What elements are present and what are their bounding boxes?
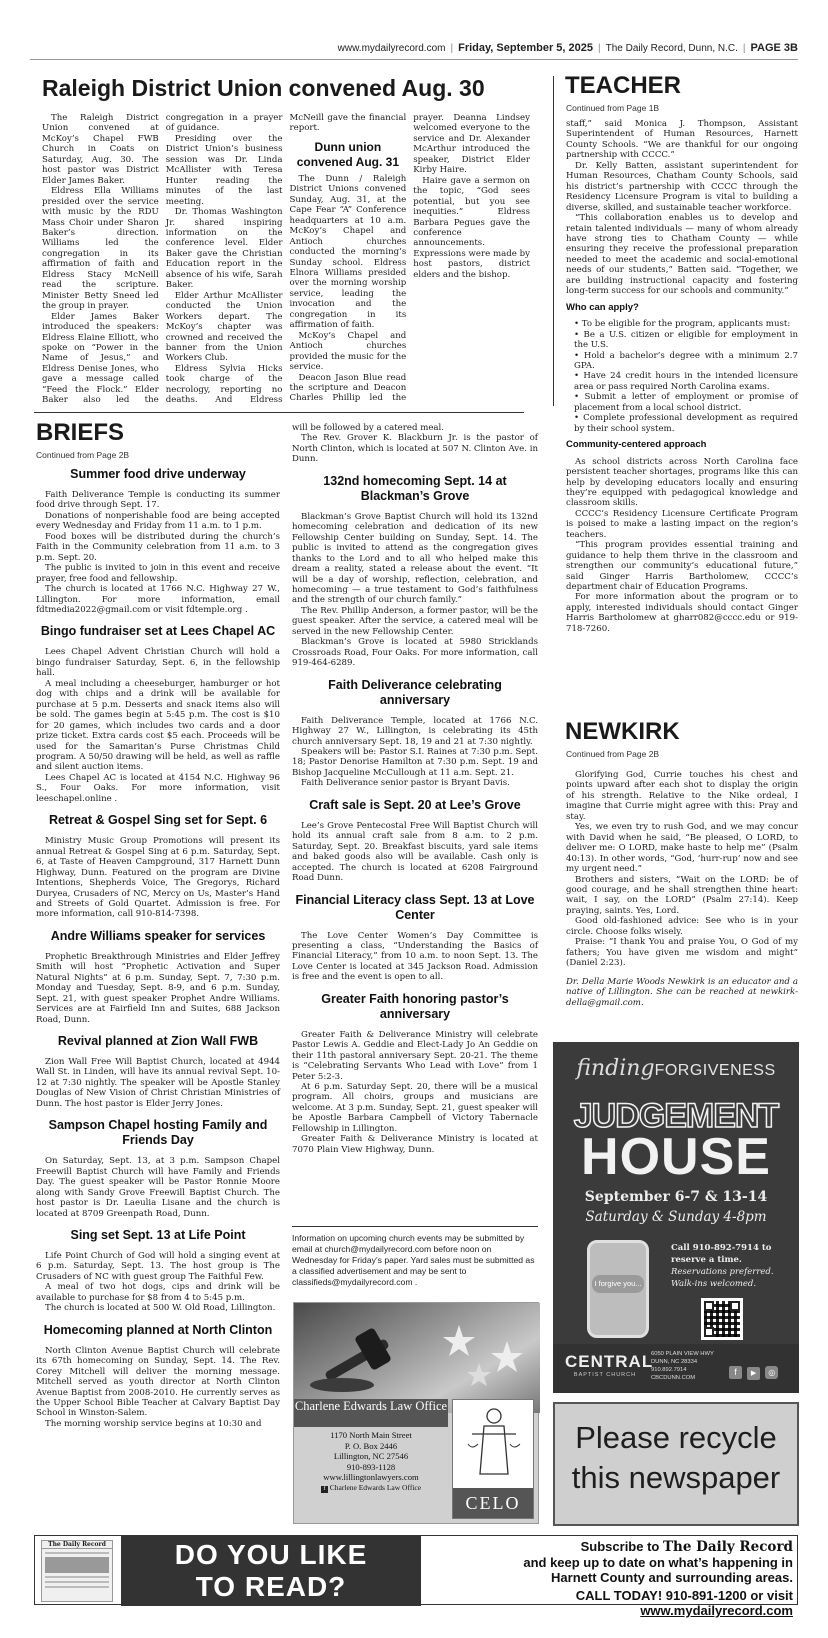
brief-headline: Andre Williams speaker for services <box>50 928 266 943</box>
gavel-icon <box>302 1315 412 1395</box>
brief-paragraph: Speakers will be: Pastor S.I. Raines at 7:30 p.m. Sept. 18; Pastor Denorise Hamilton at 7:30 p.m. Sept. 19 and Bishop Jacqueline McCullough at 11 a.m. Sept. 21. <box>292 746 538 778</box>
brief-paragraph: At 6 p.m. Saturday Sept. 20, there will be a musical program. All choirs, groups and musicians are welcome. At 3 p.m. Sunday, Sept. 21, guest speaker will be Apostle Barbara Campbell of Victory Tabernacle Fellowship in Lillington. <box>292 1082 538 1134</box>
article-paragraph: Yes, we even try to rush God, and we may concur with David when he said, “Be pleased, O LORD, to deliver me: O LORD, make haste to help me” (Psalm 40:13). In other words, “God, ‘hurr-rup’ now and see my urgent need.” <box>566 822 798 875</box>
list-item: • Be a U.S. citizen or eligible for employment in the U.S. <box>574 329 798 351</box>
flag-stars-icon <box>429 1303 539 1403</box>
phone-illustration <box>587 1240 649 1338</box>
brief-paragraph: On Saturday, Sept. 13, at 3 p.m. Sampson Chapel Freewill Baptist Church will have Family and Friends Day. The guest speaker will be Pastor Ronnie Moore along with Sandy Grove Freewill Baptist Church. The host pastor is Dr. Laeulia Lisane and the church is located at 8709 Greenpath Road, Dunn. <box>36 1156 280 1219</box>
daily-record-logo: The Daily Record <box>663 1539 793 1555</box>
article-paragraph: For more information about the program or to apply, interested individuals should contact Ginger Harris Bartholomew at gharr082@cccc.edu or 919-718-7260. <box>566 592 798 634</box>
church-event-ad[interactable] <box>553 1042 799 1393</box>
raleigh-article <box>42 113 530 408</box>
church-address: 6050 PLAIN VIEW HWY <box>651 1351 714 1357</box>
law-address-line: Lillington, NC 27546 <box>333 1451 409 1462</box>
article-paragraph: Eldress Sylvia Hicks took charge of the necrology, reporting no deaths. And Eldress McNeill gave the financial report. <box>165 113 407 406</box>
brief-paragraph: Faith Deliverance Temple is conducting its summer food drive through Sept. 17. <box>36 490 280 511</box>
article-paragraph: The Raleigh District Union convened at McKoy’s Chapel FWB Church in Coats on Saturday, Aug. 30. The host pastor was District Elder James Baker. <box>42 113 159 186</box>
brief-paragraph: Donations of nonperishable food are being accepted every Wednesday and Friday from 11 a.m. to 1 p.m. <box>36 510 280 532</box>
central-logo-text: CENTRAL <box>565 1352 654 1371</box>
ad-times: Saturday & Sunday 4-8pm <box>585 1209 767 1225</box>
article-paragraph: Elder James Baker introduced the speakers: Eldress Elaine Elliott, who spoke on “Power in the Name of Jesus,” and Eldress Denise Jones, who gave a message called “Feed the Flock.” Elder Baker also led the congregation in a prayer of guidance. <box>42 113 283 406</box>
teacher-headline: TEACHER <box>565 72 682 99</box>
brief-paragraph: Zion Wall Free Will Baptist Church, located at 4944 Wall St. in Linden, will have its annual revival Sept. 10-12 at 7:30 nightly. The speaker will be Apostle Stanley Douglas of New Vision of Christ Christian Ministries of Dunn. The host pastor is Elder Jerry Jones. <box>36 1057 280 1109</box>
brief-headline: Craft sale is Sept. 20 at Lee’s Grove <box>309 797 521 812</box>
law-phone[interactable]: 910-893-1128 <box>346 1461 396 1472</box>
law-address-line: P. O. Box 2446 <box>344 1440 398 1451</box>
article-paragraph: Elder Arthur McAllister conducted the Union Workers depart. The McKoy’s chapter was crowned and received the banner from the Union Workers Club. <box>165 290 283 364</box>
central-logo-sub: BAPTIST CHURCH <box>573 1372 637 1378</box>
mini-masthead: The Daily Record <box>42 1541 112 1549</box>
page-number: PAGE 3B <box>750 42 798 54</box>
do-you-like-to-read-banner <box>121 1536 421 1606</box>
ad-title-finding-forgiveness <box>553 1056 799 1081</box>
brief-headline: Faith Deliverance celebrating anniversary <box>328 677 502 707</box>
subscribe-website[interactable]: www.mydailyrecord.com <box>640 1603 793 1618</box>
law-name-text: Charlene Edwards Law Office <box>294 1399 448 1413</box>
brief-headline: Homecoming planned at North Clinton <box>43 1322 273 1337</box>
raleigh-headline: Raleigh District Union convened Aug. 30 <box>42 75 485 101</box>
brief-headline: Bingo fundraiser set at Lees Chapel AC <box>40 624 276 639</box>
celo-logo-box <box>452 1399 534 1519</box>
brief-paragraph: Life Point Church of God will hold a singing event at 6 p.m. Saturday, Sept. 13. The host group is The Crusaders of NC with guest group The Faithful Few. <box>36 1251 280 1282</box>
article-paragraph: McKoy’s Chapel and Antioch churches provided the music for the service. <box>289 330 407 373</box>
ad-footer <box>553 1344 799 1393</box>
page-masthead: www.mydailyrecord.com | Friday, September 5, 2025 | The Daily Record, Dunn, N.C. | PAGE 3B <box>30 42 798 60</box>
briefs-continued: Continued from Page 2B <box>36 450 130 460</box>
brief-paragraph: Blackman’s Grove Baptist Church will hold its 132nd homecoming celebration and dedication of its new Fellowship Center building on Sunday, Sept. 14. The public is invited to attend as the congregation gives thanks to the Lord and to all who helped make this dream a reality, stated a release about the event. “It will be a day of worship, reflection, celebration, and homecoming — a true testament to God’s faithfulness and the strength of our church family.” <box>292 511 538 606</box>
column-divider <box>553 76 554 406</box>
brief-paragraph: Lees Chapel AC is located at 4154 N.C. Highway 96 S., Four Oaks. For more information, visit leeschapel.online . <box>36 772 280 804</box>
newkirk-article <box>566 770 798 1035</box>
newkirk-continued: Continued from Page 2B <box>566 749 660 759</box>
subscription-ad[interactable] <box>34 1535 798 1618</box>
article-paragraph: Brothers and sisters, “Wait on the LORD: be of good courage, and he shall strengthen thine heart: wait, I say, on the LORD” (Psalm 27:14). Keep praying, saints. Yes, Lord. <box>566 874 798 916</box>
brief-paragraph: North Clinton Avenue Baptist Church will celebrate its 67th homecoming on Sunday, Sept. 14. The Rev. Corey Mitchell will deliver the morning message. Mitchell served as youth director at North Clinton Avenue Baptist from 2008-2010. He currently serves as the Upper School Bible Teacher at Calvary Baptist Day School in Winston-Salem. <box>36 1345 280 1419</box>
brief-headline: Sampson Chapel hosting Family and Friends Day <box>48 1118 268 1148</box>
teacher-article <box>566 119 798 714</box>
article-paragraph: Glorifying God, Currie touches his chest and points upward after each shot to display the origin of his strength. Relative to the Nike ordeal, I imagine that Currie might agree with this: Pray and stay. <box>566 770 798 822</box>
brief-paragraph: Prophetic Breakthrough Ministries and Elder Jeffrey Smith will host “Prophetic Activation and Super Natural Nights” at 6 p.m. Sunday, Sept. 7, 7:30 p.m. Monday and Tuesday, Sept. 8-9, and 6 p.m. Sunday, Sept. 21, with guest speaker Prophet Andre Williams. Services are at Fairfield Inn and Suites, 688 Jackson Road, Dunn. <box>36 951 280 1025</box>
article-paragraph: Dr. Kelly Batten, assistant superintendent for Human Resources, Chatham County Schools, said his district’s partnership with CCCC through the Residency Licensure Program is vital to building a diverse, skilled, and sustainable teacher workforce. <box>566 160 798 213</box>
list-item: • Hold a bachelor’s degree with a minimum 2.7 GPA. <box>574 350 798 371</box>
church-phone[interactable]: 910.892.7914 <box>651 1367 687 1373</box>
subscribe-line-2: and keep up to date on what’s happening in <box>523 1555 793 1570</box>
call-today[interactable]: CALL TODAY! 910-891-1200 or visit <box>575 1588 793 1603</box>
brief-paragraph: Faith Deliverance Temple, located at 1766 N.C. Highway 27 W., Lillington, is celebrating its 45th church anniversary Sept. 18, 19 and 21 at 7:30 nightly. <box>292 715 538 747</box>
article-paragraph: The Dunn / Raleigh District Unions convened Sunday, Aug. 31, at the Cape Fear “A” Conference headquarters at 10 a.m. McKoy’s Chapel and Antioch churches conducted the morning’s Sunday school. Eldress Elnora Williams presided over the morning worship service, leading the invocation and the congregation in its affirmation of faith. <box>289 173 407 331</box>
article-paragraph: “This collaboration enables us to develop and retain talented individuals — many of whom already have strong ties to Chatham County — while ensuring they receive the professional preparation needed to meet the academic and social-emotional needs of our students,” Batten said. “Together, we are building instructional capacity and fostering long-term success for our schools and community.” <box>566 213 798 297</box>
article-paragraph: Deacon Jason Blue read the scripture and Deacon Charles Phillip led the prayer. Deanna Lindsey welcomed everyone to the service and Dr. Alexander McArthur introduced the speaker, District Elder Kirby Haire. <box>289 113 530 404</box>
list-item: • To be eligible for the program, applicants must: <box>574 319 791 330</box>
submission-info: Information on upcoming church events may be submitted by email at church@mydailyrecord.com before noon on Wednesday for Friday’s paper. Yard sales must be submitted as a classified advertisement and may be sent to classifieds@mydailyrecord.com . <box>292 1233 535 1287</box>
brief-headline: Retreat & Gospel Sing set for Sept. 6 <box>48 813 268 828</box>
brief-paragraph: A meal of two hot dogs, cips and drink will be available to purchase for $8 from 4 to 5:45 p.m. <box>36 1282 280 1303</box>
masthead-date: Friday, September 5, 2025 <box>458 42 594 54</box>
subscribe-lead: Subscribe to <box>580 1539 660 1554</box>
church-contact <box>651 1350 731 1382</box>
church-website[interactable]: CBCDUNN.COM <box>651 1375 696 1381</box>
brief-paragraph: will be followed by a catered meal. <box>292 423 445 433</box>
banner-line-2: TO READ? <box>195 1571 347 1602</box>
info-divider <box>292 1226 538 1227</box>
law-contact <box>294 1430 448 1494</box>
church-address: DUNN, NC 28334 <box>651 1359 698 1365</box>
qr-code[interactable] <box>701 1298 743 1340</box>
brief-paragraph: Lee’s Grove Pentecostal Free Will Baptist Church will hold its annual craft sale from 8 a.m. to 2 p.m. Saturday, Sept. 20. Breakfast biscuits, yard sale items and baked goods also will be available. Cash only is accepted. The church is located at 6208 Fairground Road Dunn. <box>292 820 538 884</box>
brief-paragraph: The morning worship service begins at 10:30 and <box>45 1418 262 1429</box>
brief-paragraph: The church is located at 1766 N.C. Highway 27 W., Lillington. For more information, email fdtmedia2022@gmail.com or visit fdtemple.org . <box>36 584 280 615</box>
youtube-icon[interactable]: ▶ <box>747 1367 760 1380</box>
brief-paragraph: The public is invited to join in this event and receive prayer, free food and fellowship. <box>36 563 280 584</box>
chat-bubble <box>592 1275 644 1293</box>
recycle-line-2: this newspaper <box>571 1460 781 1495</box>
newspaper-thumbnail <box>41 1540 113 1602</box>
masthead-paper: The Daily Record, Dunn, N.C. <box>605 43 738 54</box>
apply-subhead: Who can apply? <box>566 301 639 313</box>
ad-call-text <box>671 1242 791 1290</box>
law-address-line: 1170 North Main Street <box>330 1430 412 1440</box>
brief-paragraph: Faith Deliverance senior pastor is Bryant Davis. <box>301 778 510 789</box>
article-paragraph: As school districts across North Carolina face persistent teacher shortages, programs like this can help by developing educators locally and ensuring they’re equipped with pedagogical knowledge and classroom skills. <box>566 456 798 509</box>
brief-headline: Summer food drive underway <box>70 467 246 481</box>
brief-paragraph: Greater Faith & Deliverance Ministry is located at 7070 Plain View Highway, Dunn. <box>292 1134 538 1155</box>
article-paragraph: Eldress Ella Williams presided over the service with music by the RDU Mass Choir under Sharon Baker’s direction. Williams led the congregation in its affirmation of faith and Eldress Stacy McNeill read the scripture. Minister Betty Sneed led the group in prayer. <box>42 186 159 312</box>
article-paragraph: Good old-fashioned advice: See who is in your circle. Choose folks wisely. <box>566 916 798 937</box>
ad-dates: September 6-7 & 13-14 <box>584 1189 768 1205</box>
briefs-column-1 <box>36 458 280 1526</box>
list-item: • Complete professional development as required by their school system. <box>574 413 798 434</box>
section-divider <box>34 412 524 413</box>
article-paragraph: CCCC’s Residency Licensure Certificate Program is poised to make a lasting impact on the region’s teachers. <box>566 508 798 540</box>
brief-paragraph: The Rev. Grover K. Blackburn Jr. is the pastor of North Clinton, which is located at 507 N. Clinton Ave. in Dunn. <box>292 433 538 465</box>
ad-title-finding: finding <box>576 1056 655 1081</box>
brief-headline: Sing set Sept. 13 at Life Point <box>70 1228 246 1243</box>
brief-paragraph: Blackman’s Grove is located at 5980 Stricklands Crossroads Road, Four Oaks. For more information, call 919-464-6289. <box>292 637 538 669</box>
ad-house: HOUSE <box>581 1128 771 1186</box>
justice-figure-icon <box>464 1404 524 1482</box>
central-logo <box>565 1352 654 1378</box>
teacher-continued: Continued from Page 1B <box>566 103 660 113</box>
facebook-icon[interactable]: f <box>321 1486 328 1493</box>
brief-paragraph: Ministry Music Group Promotions will present its annual Retreat & Gospel Sing at 6 p.m. Saturday, Sept. 6, at Taste of Heaven Campground, 317 Harnett Dunn Highway, Dunn. Featured on the program are Divine Intentions, Shepherds Voice, The Gregorys, Richard Duryea, Crusaders of NC, Mercy on Us, Master’s Hand and Streets of Gold Quartet. Admission is free. For more information, call 910-814-7398. <box>36 836 280 920</box>
chat-bubble-text: I forgive you... <box>594 1279 642 1288</box>
recycle-notice <box>553 1402 799 1526</box>
brief-paragraph: A meal including a cheeseburger, hamburger or hot dog with chips and a drink will be available for purchase at 5 p.m. Desserts and snack items also will be sold. The games begin at 5:45 p.m. The cost is $10 for 20 games, which includes two cards and a door prize ticket. Extra cards cost $5 each. Proceeds will be used for the Samaritan’s Purse Christmas Child program. A 50/50 drawing will be held, as well as raffle and silent auction items. <box>36 678 280 773</box>
brief-headline: Financial Literacy class Sept. 13 at Love Center <box>295 892 535 922</box>
social-icons <box>729 1360 778 1380</box>
article-paragraph: Dr. Thomas Washington Jr. shared inspiring information on the conference level. Elder Baker gave the Christian Education report in the absence of his wife, Sarah Baker. <box>165 207 283 291</box>
brief-headline: Greater Faith honoring pastor’s anniversary <box>321 991 509 1021</box>
ad-reservations: Reservations preferred. <box>671 1267 774 1277</box>
instagram-icon[interactable]: ◎ <box>765 1366 778 1379</box>
celo-logo <box>453 1488 533 1518</box>
dunn-subheadline: Dunn union convened Aug. 31 <box>296 139 399 169</box>
article-paragraph: Presiding over the District Union’s business session was Dr. Linda McAllister with Teresa Hunter reading the minutes of the last meeting. <box>165 133 283 207</box>
law-office-name <box>294 1399 448 1427</box>
list-item: • Have 24 credit hours in the intended licensure area or pass required North Carolina exams. <box>574 371 798 392</box>
ad-walkins: Walk-ins welcomed. <box>671 1279 757 1289</box>
law-website[interactable]: www.lillingtonlawyers.com <box>323 1472 419 1483</box>
article-paragraph: Haire gave a sermon on the topic, “God sees potential, but you see inequities.” Eldress Barbara Pegues gave the conference announcements. Expressions were made by host pastors, district elders and the bishop. <box>413 175 530 280</box>
community-subhead: Community-centered approach <box>566 439 707 451</box>
brief-paragraph: The church is located at 500 W. Old Road, Lillington. <box>45 1303 276 1314</box>
celo-logo-text: CELO <box>465 1493 521 1513</box>
ad-call[interactable]: Call 910-892-7914 to reserve a time. <box>671 1243 772 1265</box>
article-paragraph: “This program provides essential training and guidance to help them thrive in the classroom and strengthen our community’s educational future,” said Ginger Harris Bartholomew, CCCC’s department chair of Education Programs. <box>566 540 798 593</box>
briefs-headline: BRIEFS <box>36 419 125 446</box>
law-office-ad[interactable] <box>293 1302 539 1524</box>
newkirk-headline: NEWKIRK <box>565 718 680 745</box>
author-bio: Dr. Della Marie Woods Newkirk is an educator and a native of Lillington. She can be reached at newkirk-della@gmail.com. <box>566 976 798 1008</box>
ad-judgement: JUDGEMENT <box>573 1097 779 1135</box>
article-paragraph: staff,” said Monica J. Thompson, Assistant Superintendent of Human Resources, Harnett County Schools. “We are thankful for our ongoing partnership with CCCC.” <box>566 119 798 161</box>
article-paragraph: Praise: “I thank You and praise You, O God of my fathers; You have given me wisdom and might” (Daniel 2:23). <box>566 937 798 969</box>
subscribe-text <box>425 1539 793 1618</box>
facebook-icon[interactable]: f <box>729 1366 742 1379</box>
ad-title-forgiveness: FORGIVENESS <box>654 1062 776 1079</box>
list-item: • Submit a letter of employment or promise of placement from a local school district. <box>574 392 798 413</box>
recycle-line-1: Please recycle <box>575 1420 777 1455</box>
brief-paragraph: Food boxes will be distributed during the church’s Faith in the Community celebration from 11 a.m. to 3 p.m. Sept. 20. <box>36 531 280 563</box>
masthead-url[interactable]: www.mydailyrecord.com <box>337 43 446 54</box>
subscribe-line-3: Harnett County and surrounding areas. <box>551 1570 793 1585</box>
banner-line-1: DO YOU LIKE <box>174 1539 368 1570</box>
brief-paragraph: Lees Chapel Advent Christian Church will hold a bingo fundraiser Saturday, Sept. 6, in the fellowship hall. <box>36 647 280 679</box>
brief-paragraph: Greater Faith & Deliverance Ministry will celebrate Pastor Lewis A. Geddie and Elect-Lady Jo An Geddie on their 11th pastoral anniversary Sept. 20-21. The theme is “Celebrating Servants Who Lead with Love” from 1 Peter 5:2-3. <box>292 1029 538 1082</box>
brief-paragraph: The Love Center Women’s Day Committee is presenting a class, “Understanding the Basics of Financial Literacy,” from 10 a.m. to noon Sept. 13. The Love Center is located at 345 Jackson Road. Admission is free and the event is open to all. <box>292 930 538 983</box>
brief-paragraph: The Rev. Phillip Anderson, a former pastor, will be the guest speaker. After the service, a catered meal will be served in the new Fellowship Center. <box>292 605 538 637</box>
law-facebook: Charlene Edwards Law Office <box>329 1482 422 1492</box>
brief-headline: 132nd homecoming Sept. 14 at Blackman’s Grove <box>323 473 507 503</box>
briefs-column-2 <box>292 423 538 1218</box>
brief-headline: Revival planned at Zion Wall FWB <box>57 1034 259 1049</box>
